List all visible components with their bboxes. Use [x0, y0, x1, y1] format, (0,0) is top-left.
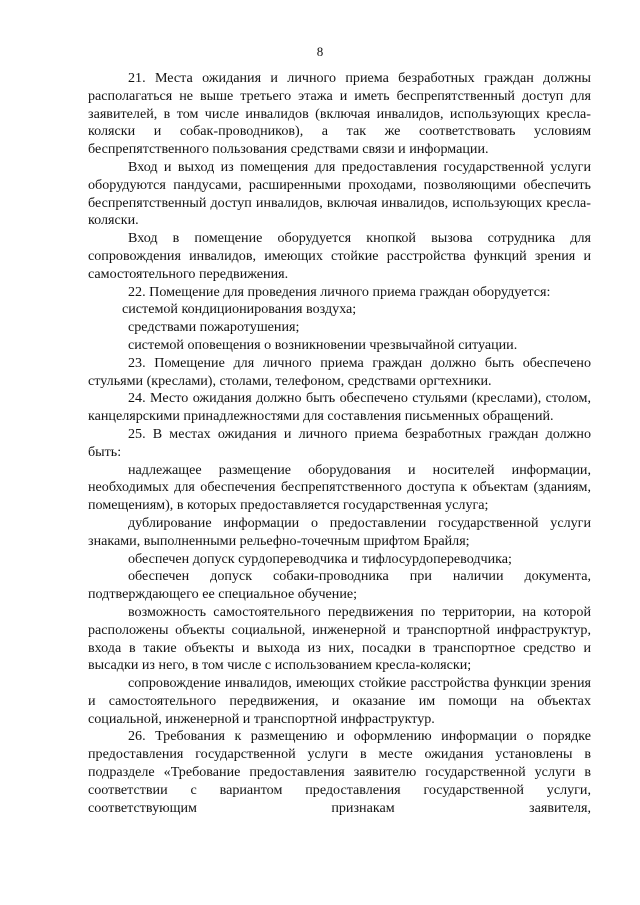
paragraph-26: 26. Требования к размещению и оформлению информации о порядке предоставления государственной услуги в месте ожидания установлены в подразделе «Требование предоставления заявителю государственной услуги в соответствии с вариантом предоставления государственной услуги, соответствующим признакам заявителя,: [88, 728, 591, 816]
list-item-guide-dog: обеспечен допуск собаки-проводника при наличии документа, подтверждающего ее специальное обучение;: [88, 568, 591, 603]
page-number: 8: [316, 44, 324, 59]
paragraph-22: 22. Помещение для проведения личного приема граждан оборудуется:: [128, 283, 551, 300]
list-item-accompaniment: сопровождение инвалидов, имеющих стойкие расстройства функции зрения и самостоятельного передвижения, и оказание им помощи на объектах социальной, инженерной и транспортной инфраструктур.: [88, 675, 591, 727]
paragraph-21: 21. Места ожидания и личного приема безработных граждан должны располагаться не выше третьего этажа и иметь беспрепятственный доступ для заявителей, в том числе инвалидов (включая инвалидов, использующих кресла-коляски и собак-проводников), а так же соответствовать условиям беспрепятственного пользования средствами связи и информации.: [88, 70, 591, 158]
paragraph-25: 25. В местах ожидания и личного приема безработных граждан должно быть:: [88, 425, 591, 460]
document-body: [88, 70, 591, 817]
paragraph-24: 24. Место ожидания должно быть обеспечено стульями (креслами), столом, канцелярскими принадлежностями для составления письменных обращений.: [88, 390, 591, 425]
list-item-air-conditioning: системой кондиционирования воздуха;: [122, 301, 357, 318]
paragraph-entrance-exit: Вход и выход из помещения для предоставления государственной услуги оборудуются пандусами, расширенными проходами, позволяющими обеспечить беспрепятственный доступ инвалидов, включая инвалидов, использующих кресла-коляски.: [88, 158, 591, 229]
list-item-sign-interpreter: обеспечен допуск сурдопереводчика и тифлосурдопереводчика;: [128, 550, 512, 567]
list-item-emergency-alert: системой оповещения о возникновении чрезвычайной ситуации.: [128, 336, 518, 353]
list-item-equipment-placement: надлежащее размещение оборудования и носителей информации, необходимых для обеспечения беспрепятственного доступа к объектам (зданиям, помещениям), в которых предоставляется государственная услуга;: [88, 461, 591, 514]
paragraph-23: 23. Помещение для личного приема граждан должно быть обеспечено стульями (креслами), столами, телефоном, средствами оргтехники.: [88, 354, 591, 389]
list-item-independent-movement: возможность самостоятельного передвижения по территории, на которой расположены объекты социальной, инженерной и транспортной инфраструктур, входа в такие объекты и выхода из них, посадки в транспортное средство и высадки из него, в том числе с использованием кресла-коляски;: [88, 603, 591, 674]
list-item-braille: дублирование информации о предоставлении государственной услуги знаками, выполненными рельефно-точечным шрифтом Брайля;: [88, 514, 591, 549]
paragraph-call-button: Вход в помещение оборудуется кнопкой вызова сотрудника для сопровождения инвалидов, имеющих стойкие расстройства функций зрения и самостоятельного передвижения.: [88, 230, 591, 282]
list-item-fire-extinguishing: средствами пожаротушения;: [128, 319, 300, 336]
